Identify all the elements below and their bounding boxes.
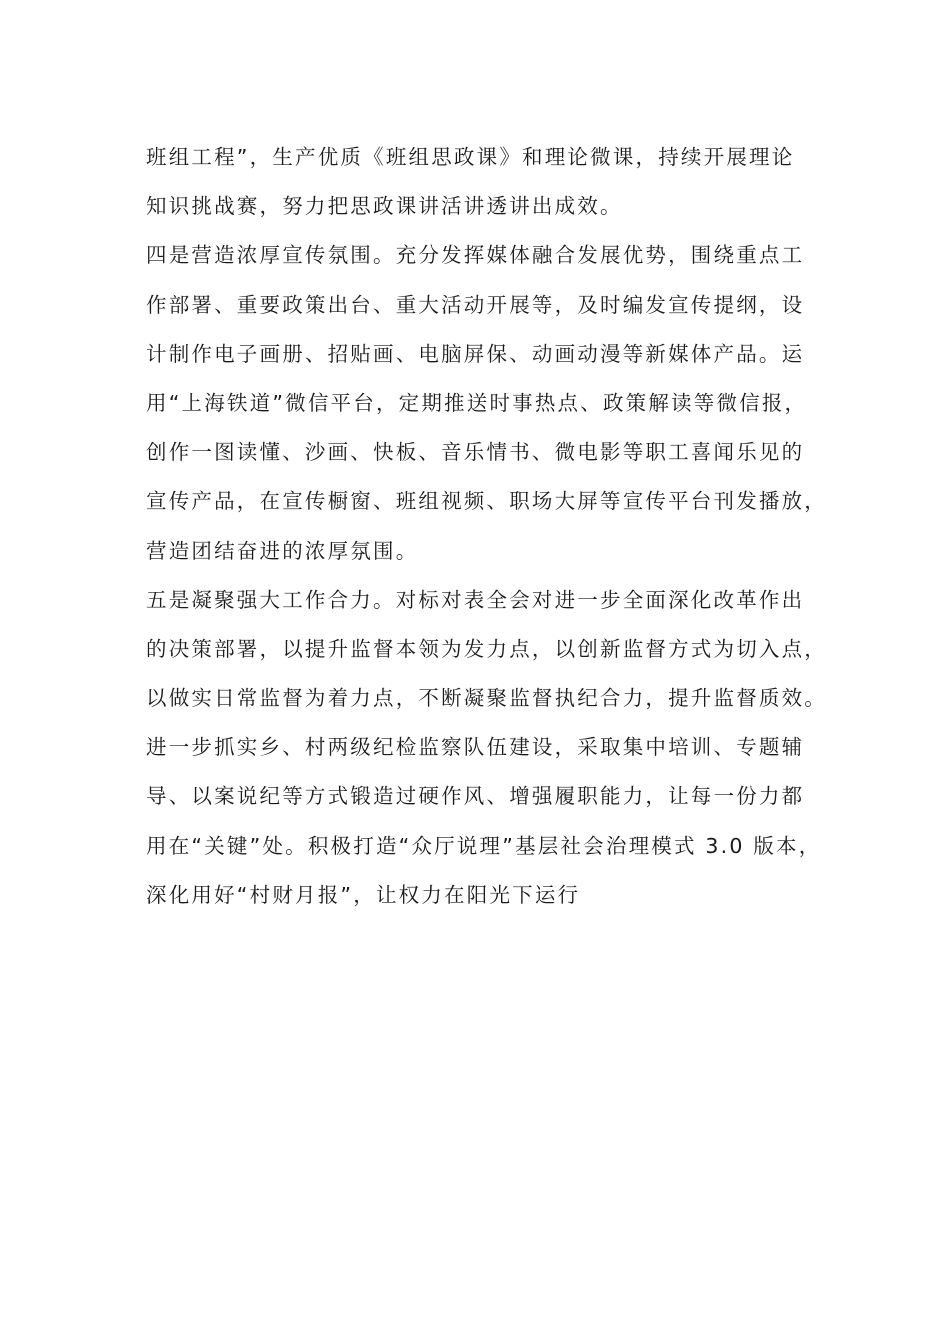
text-line: 营造团结奋进的浓厚氛围。 — [146, 538, 419, 563]
document-body — [146, 133, 826, 920]
text-line: 用在“关键”处。积极打造“众厅说理”基层社会治理模式 3.0 版本， — [146, 833, 822, 858]
text-line: 用“上海铁道”微信平台，定期推送时事热点、政策解读等微信报， — [146, 390, 808, 415]
text-line: 作部署、重要政策出台、重大活动开展等，及时编发宣传提纲，设 — [146, 292, 805, 317]
paragraph-3 — [146, 576, 826, 920]
text-line: 进一步抓实乡、村两级纪检监察队伍建设，采取集中培训、专题辅 — [146, 735, 805, 760]
text-line: 创作一图读懂、沙画、快板、音乐情书、微电影等职工喜闻乐见的 — [146, 440, 805, 465]
text-line: 以做实日常监督为着力点，不断凝聚监督执纪合力，提升监督质效。 — [146, 686, 827, 711]
text-line: 的决策部署，以提升监督本领为发力点，以创新监督方式为切入点， — [146, 636, 827, 661]
paragraph-2 — [146, 231, 826, 575]
text-line: 知识挑战赛，努力把思政课讲活讲透讲出成效。 — [146, 194, 623, 219]
text-line: 四是营造浓厚宣传氛围。充分发挥媒体融合发展优势，围绕重点工 — [146, 243, 805, 268]
paragraph-1 — [146, 133, 826, 231]
text-line: 深化用好“村财月报”，让权力在阳光下运行 — [146, 882, 581, 907]
text-line: 导、以案说纪等方式锻造过硬作风、增强履职能力，让每一份力都 — [146, 784, 805, 809]
text-line: 五是凝聚强大工作合力。对标对表全会对进一步全面深化改革作出 — [146, 587, 805, 612]
text-line: 班组工程”，生产优质《班组思政课》和理论微课，持续开展理论 — [146, 145, 795, 169]
text-line: 宣传产品，在宣传橱窗、班组视频、职场大屏等宣传平台刊发播放， — [146, 489, 827, 514]
text-line: 计制作电子画册、招贴画、电脑屏保、动画动漫等新媒体产品。运 — [146, 341, 805, 366]
